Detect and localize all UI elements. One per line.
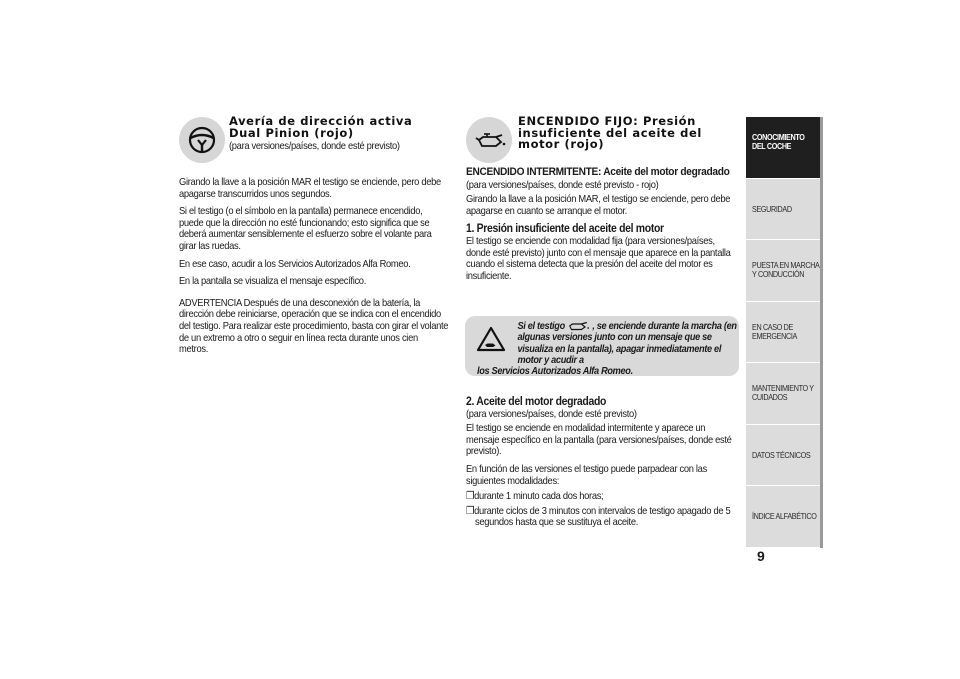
left-advertencia-paragraph: ADVERTENCIA Después de una desconexión de la batería, la dirección debe reiniciarse, operación que se indica con el encendido del testigo. Para realizar este procedimiento, basta con girar el volante de un extremo a otro o seguir en línea recta durante unos cien metros. xyxy=(179,297,449,356)
warning-callout xyxy=(465,316,739,376)
warning-part1: Si el testigo xyxy=(517,321,565,332)
intermittent-heading: ENCENDIDO INTERMITENTE: Aceite del motor degradado xyxy=(466,166,730,178)
warning-body xyxy=(477,321,738,366)
tab-label: DATOS TÉCNICOS xyxy=(752,450,811,460)
oil-can-icon-badge xyxy=(466,117,512,163)
tab-label: EN CASO DE EMERGENCIA xyxy=(752,322,797,341)
page-number: 9 xyxy=(757,548,765,564)
left-section-header xyxy=(229,116,419,152)
left-paragraph: Girando la llave a la posición MAR el testigo se enciende, pero debe apagarse transcurridos unos segundos. xyxy=(179,177,441,200)
left-paragraph: En la pantalla se visualiza el mensaje específico. xyxy=(179,276,366,288)
left-section-title-line1: Avería de dirección activa xyxy=(229,114,413,128)
steering-wheel-icon-badge xyxy=(179,117,225,163)
oil-can-inline-icon xyxy=(567,321,592,331)
left-column-body xyxy=(179,177,449,362)
tab-seguridad[interactable] xyxy=(746,179,820,241)
left-section-note: (para versiones/países, donde esté previsto) xyxy=(229,141,400,152)
list-item-text: durante ciclos de 3 minutos con intervalos de testigo apagado de 5 segundos hasta que se sustituya el aceite. xyxy=(474,505,731,529)
tab-conocimiento-del-coche[interactable] xyxy=(746,117,820,179)
left-section-title-line2: Dual Pinion (rojo) xyxy=(229,125,354,140)
list-item xyxy=(466,491,741,503)
subsection-2-paragraph: El testigo se enciende en modalidad intermitente y aparece un mensaje específico en la pantalla (para versiones/países, donde esté previsto). xyxy=(466,423,732,458)
right-section-header xyxy=(518,116,702,151)
tab-indice-alfabetico[interactable] xyxy=(746,486,820,548)
left-paragraph: En ese caso, acudir a los Servicios Autorizados Alfa Romeo. xyxy=(179,258,411,270)
tab-label: CONOCIMIENTO DEL COCHE xyxy=(752,133,805,152)
checkbox-bullet-icon: ❒ xyxy=(466,505,475,517)
right-column-body-top xyxy=(466,167,741,288)
list-item xyxy=(466,506,741,529)
oil-can-icon xyxy=(466,117,512,163)
tab-label: SEGURIDAD xyxy=(752,204,792,214)
steering-wheel-icon xyxy=(179,117,225,163)
tab-label: PUESTA EN MARCHA Y CONDUCCIÓN xyxy=(752,261,820,280)
warning-part3: los Servicios Autorizados Alfa Romeo. xyxy=(477,366,633,378)
subsection-1-title: 1. Presión insuficiente del aceite del motor xyxy=(466,222,664,236)
checkbox-bullet-icon: ❒ xyxy=(466,491,475,503)
subsection-2-title: 2. Aceite del motor degradado xyxy=(466,395,607,408)
subsection-2-note: (para versiones/países, donde esté previsto) xyxy=(466,408,637,420)
right-column-body-bottom xyxy=(466,396,741,532)
intermittent-note: (para versiones/países, donde esté previsto - rojo) xyxy=(466,179,659,191)
right-section-title-line2: insuficiente del aceite del xyxy=(518,125,702,140)
subsection-1-text: El testigo se enciende con modalidad fija (para versiones/países, donde esté previsto) junto con el mensaje que aparece en la pantalla cuando el sistema detecta que la presión del aceite del motor es insuficiente. xyxy=(466,235,731,282)
tab-puesta-en-marcha[interactable] xyxy=(746,240,820,302)
tab-mantenimiento[interactable] xyxy=(746,363,820,425)
right-section-title-line3: motor (rojo) xyxy=(518,137,605,151)
left-paragraph: Si el testigo (o el símbolo en la pantalla) permanece encendido, puede que la dirección no esté funcionando; esto significa que se deberá aumentar sensiblemente el esfuerzo sobre el volante para girar las ruedas. xyxy=(179,206,432,252)
subsection-2-paragraph: En función de las versiones el testigo puede parpadear con las siguientes modalidades: xyxy=(466,463,707,487)
warning-part2: , se enciende durante la marcha (en algunas versiones junto con un mensaje que se visualiza en la pantalla), apagar inmediatamente el motor y acudir a xyxy=(517,321,737,366)
right-section-title-line1: ENCENDIDO FIJO: Presión xyxy=(518,114,696,128)
list-item-text: durante 1 minuto cada dos horas; xyxy=(474,491,604,503)
chapter-sidebar xyxy=(746,117,820,548)
warning-text xyxy=(477,321,738,377)
tab-label: ÍNDICE ALFABÉTICO xyxy=(752,512,817,521)
tab-en-caso-de-emergencia[interactable] xyxy=(746,302,820,364)
intermittent-text: Girando la llave a la posición MAR, el testigo se enciende, pero debe apagarse en cuanto se arranque el motor. xyxy=(466,194,731,217)
tab-label: MANTENIMIENTO Y CUIDADOS xyxy=(752,384,814,403)
tab-datos-tecnicos[interactable] xyxy=(746,425,820,487)
